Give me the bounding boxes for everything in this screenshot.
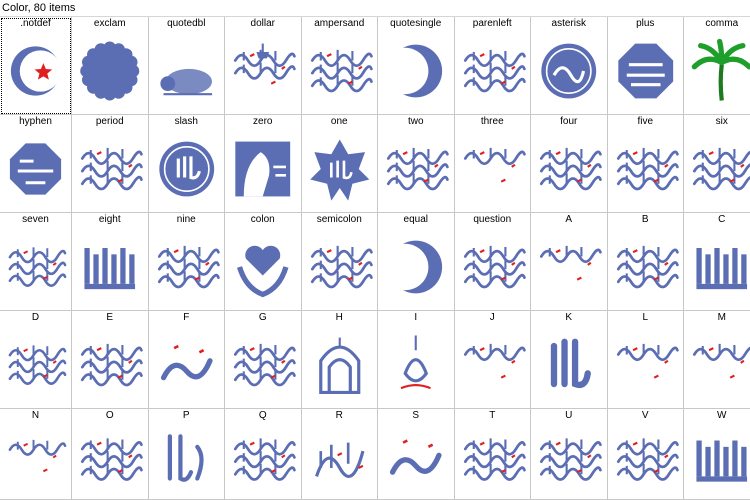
glyph-label: R xyxy=(335,410,343,421)
glyph-label: G xyxy=(258,312,267,323)
calligraphy-text-icon xyxy=(229,424,297,495)
glyph-cell[interactable] xyxy=(72,311,149,409)
glyph-cell[interactable] xyxy=(0,409,72,500)
crescent-icon xyxy=(382,32,450,110)
glyph-cell[interactable] xyxy=(0,311,72,409)
calligraphy-text-icon xyxy=(76,326,144,404)
glyph-label: slash xyxy=(174,116,198,127)
calligraphy-text-icon xyxy=(535,130,603,208)
calligraphy-text-icon xyxy=(153,228,221,306)
calligraphy-text-icon xyxy=(688,130,750,208)
calligraphy-text-icon xyxy=(306,32,374,110)
calligraphy-text-icon xyxy=(306,228,374,306)
calligraphy-text-icon xyxy=(4,326,67,404)
calligraphy-text-icon xyxy=(459,228,527,306)
glyph-cell[interactable] xyxy=(149,17,226,115)
crescent-star-icon xyxy=(4,32,67,110)
glyph-cell[interactable] xyxy=(302,115,379,213)
glyph-label: V xyxy=(641,410,649,421)
kufic-block-icon xyxy=(76,228,144,306)
muhammad-calligraphy-icon xyxy=(153,326,221,404)
glyph-cell[interactable] xyxy=(302,17,379,115)
glyph-label: T xyxy=(489,410,496,421)
glyph-cell[interactable] xyxy=(455,213,532,311)
glyph-cell[interactable] xyxy=(378,311,455,409)
glyph-label: E xyxy=(106,312,114,323)
glyph-cell[interactable] xyxy=(149,115,226,213)
glyph-label: W xyxy=(717,410,727,421)
allah-star-icon xyxy=(306,130,374,208)
glyph-cell[interactable] xyxy=(531,115,608,213)
glyph-label: equal xyxy=(403,214,428,225)
glyph-cell[interactable] xyxy=(531,311,608,409)
glyph-cell[interactable] xyxy=(684,17,750,115)
calligraphy-line-icon xyxy=(688,326,750,404)
glyph-label: plus xyxy=(636,18,655,29)
praying-figure-icon xyxy=(153,32,221,110)
glyph-cell[interactable] xyxy=(72,409,149,500)
glyph-cell[interactable] xyxy=(302,213,379,311)
glyph-label: F xyxy=(183,312,190,323)
glyph-label: D xyxy=(31,312,40,323)
veiled-woman-icon xyxy=(229,130,297,208)
calligraphy-text-icon xyxy=(4,228,67,306)
glyph-cell[interactable] xyxy=(149,409,226,500)
glyph-cell[interactable] xyxy=(0,17,72,115)
calligraphy-line-icon xyxy=(459,326,527,404)
kufic-block-icon xyxy=(688,424,750,495)
glyph-label: comma xyxy=(705,18,739,29)
bismillah-icon xyxy=(306,424,374,495)
glyph-cell[interactable] xyxy=(72,115,149,213)
glyph-label: .notdef xyxy=(20,18,51,29)
glyph-cell[interactable] xyxy=(0,115,72,213)
glyph-label: six xyxy=(715,116,728,127)
glyph-label: asterisk xyxy=(551,18,586,29)
glyph-cell[interactable] xyxy=(531,17,608,115)
allahu-akbar-icon xyxy=(153,424,221,495)
glyph-cell[interactable] xyxy=(455,311,532,409)
calligraphy-text-icon xyxy=(76,130,144,208)
glyph-cell[interactable] xyxy=(225,409,302,500)
stop-sign-icon xyxy=(4,130,67,208)
glyph-cell[interactable] xyxy=(684,409,750,500)
heart-hands-icon xyxy=(229,228,297,306)
glyph-cell[interactable] xyxy=(531,409,608,500)
ramadan-lantern-calligraphy-icon xyxy=(229,32,297,110)
calligraphy-line-icon xyxy=(4,424,67,495)
glyph-label: exclam xyxy=(93,18,126,29)
glyph-label: question xyxy=(473,214,512,225)
glyph-cell[interactable] xyxy=(378,115,455,213)
glyph-cell[interactable] xyxy=(0,213,72,311)
glyph-cell[interactable] xyxy=(455,17,532,115)
glyph-cell[interactable] xyxy=(225,213,302,311)
glyph-label: Q xyxy=(258,410,267,421)
glyph-cell[interactable] xyxy=(225,115,302,213)
glyph-cell[interactable] xyxy=(455,115,532,213)
glyph-label: K xyxy=(565,312,573,323)
scalloped-medallion-icon xyxy=(76,32,144,110)
calligraphy-text-icon xyxy=(459,32,527,110)
glyph-cell[interactable] xyxy=(608,409,685,500)
glyph-cell[interactable] xyxy=(608,115,685,213)
glyph-label: H xyxy=(335,312,343,323)
glyph-cell[interactable] xyxy=(684,115,750,213)
calligraphy-text-icon xyxy=(459,424,527,495)
glyph-label: hyphen xyxy=(19,116,52,127)
glyph-label: P xyxy=(182,410,190,421)
glyph-cell[interactable] xyxy=(225,17,302,115)
glyph-cell[interactable] xyxy=(378,409,455,500)
glyph-label: seven xyxy=(22,214,49,225)
glyph-cell[interactable] xyxy=(378,17,455,115)
glyph-cell[interactable] xyxy=(72,17,149,115)
glyph-label: J xyxy=(489,312,495,323)
calligraphy-text-icon xyxy=(76,424,144,495)
glyph-cell[interactable] xyxy=(72,213,149,311)
glyph-label: nine xyxy=(176,214,196,225)
glyph-label: four xyxy=(560,116,578,127)
glyph-grid xyxy=(0,17,750,500)
calligraphy-text-icon xyxy=(229,326,297,404)
kufic-block-icon xyxy=(688,228,750,306)
mosque-gate-icon xyxy=(306,326,374,404)
glyph-label: A xyxy=(565,214,573,225)
glyph-cell[interactable] xyxy=(608,213,685,311)
muhammad-seal-icon xyxy=(535,32,603,110)
calligraphy-text-icon xyxy=(612,424,680,495)
glyph-cell[interactable] xyxy=(302,409,379,500)
glyph-label: U xyxy=(565,410,573,421)
muhammad-calligraphy-icon xyxy=(382,424,450,495)
stop-sign-arabic-icon xyxy=(612,32,680,110)
glyph-cell[interactable] xyxy=(684,213,750,311)
glyph-cell[interactable] xyxy=(455,409,532,500)
glyph-label: O xyxy=(105,410,114,421)
glyph-label: M xyxy=(717,312,726,323)
glyph-label: ampersand xyxy=(314,18,365,29)
glyph-label: one xyxy=(330,116,348,127)
glyph-cell[interactable] xyxy=(531,213,608,311)
calligraphy-line-icon xyxy=(535,228,603,306)
glyph-cell[interactable] xyxy=(149,213,226,311)
glyph-label: period xyxy=(95,116,124,127)
glyph-label: L xyxy=(642,312,649,323)
glyph-label: quotesingle xyxy=(390,18,442,29)
calligraphy-text-icon xyxy=(382,130,450,208)
calligraphy-text-icon xyxy=(612,130,680,208)
glyph-label: two xyxy=(407,116,424,127)
glyph-label: parenleft xyxy=(472,18,512,29)
glyph-label: B xyxy=(641,214,649,225)
glyph-cell[interactable] xyxy=(684,311,750,409)
allah-calligraphy-icon xyxy=(535,326,603,404)
glyph-label: quotedbl xyxy=(167,18,206,29)
glyph-cell[interactable] xyxy=(378,213,455,311)
glyph-cell[interactable] xyxy=(302,311,379,409)
calligraphy-line-icon xyxy=(612,326,680,404)
glyph-cell[interactable] xyxy=(608,17,685,115)
glyph-label: N xyxy=(31,410,40,421)
calligraphy-text-icon xyxy=(535,424,603,495)
glyph-label: semicolon xyxy=(316,214,362,225)
glyph-cell[interactable] xyxy=(149,311,226,409)
glyph-label: C xyxy=(718,214,726,225)
glyph-label: S xyxy=(412,410,420,421)
window-title: Color, 80 items xyxy=(0,0,750,17)
allah-seal-icon xyxy=(153,130,221,208)
glyph-label: dollar xyxy=(250,18,275,29)
glyph-label: three xyxy=(480,116,504,127)
glyph-cell[interactable] xyxy=(225,311,302,409)
lamp-calligraphy-icon xyxy=(382,326,450,404)
crescent-icon xyxy=(382,228,450,306)
calligraphy-text-icon xyxy=(612,228,680,306)
glyph-cell[interactable] xyxy=(608,311,685,409)
glyph-label: five xyxy=(637,116,654,127)
glyph-label: colon xyxy=(250,214,275,225)
glyph-label: zero xyxy=(253,116,273,127)
glyph-label: I xyxy=(414,312,418,323)
calligraphy-line-icon xyxy=(459,130,527,208)
glyph-label: eight xyxy=(98,214,121,225)
palm-tree-icon xyxy=(688,32,750,110)
